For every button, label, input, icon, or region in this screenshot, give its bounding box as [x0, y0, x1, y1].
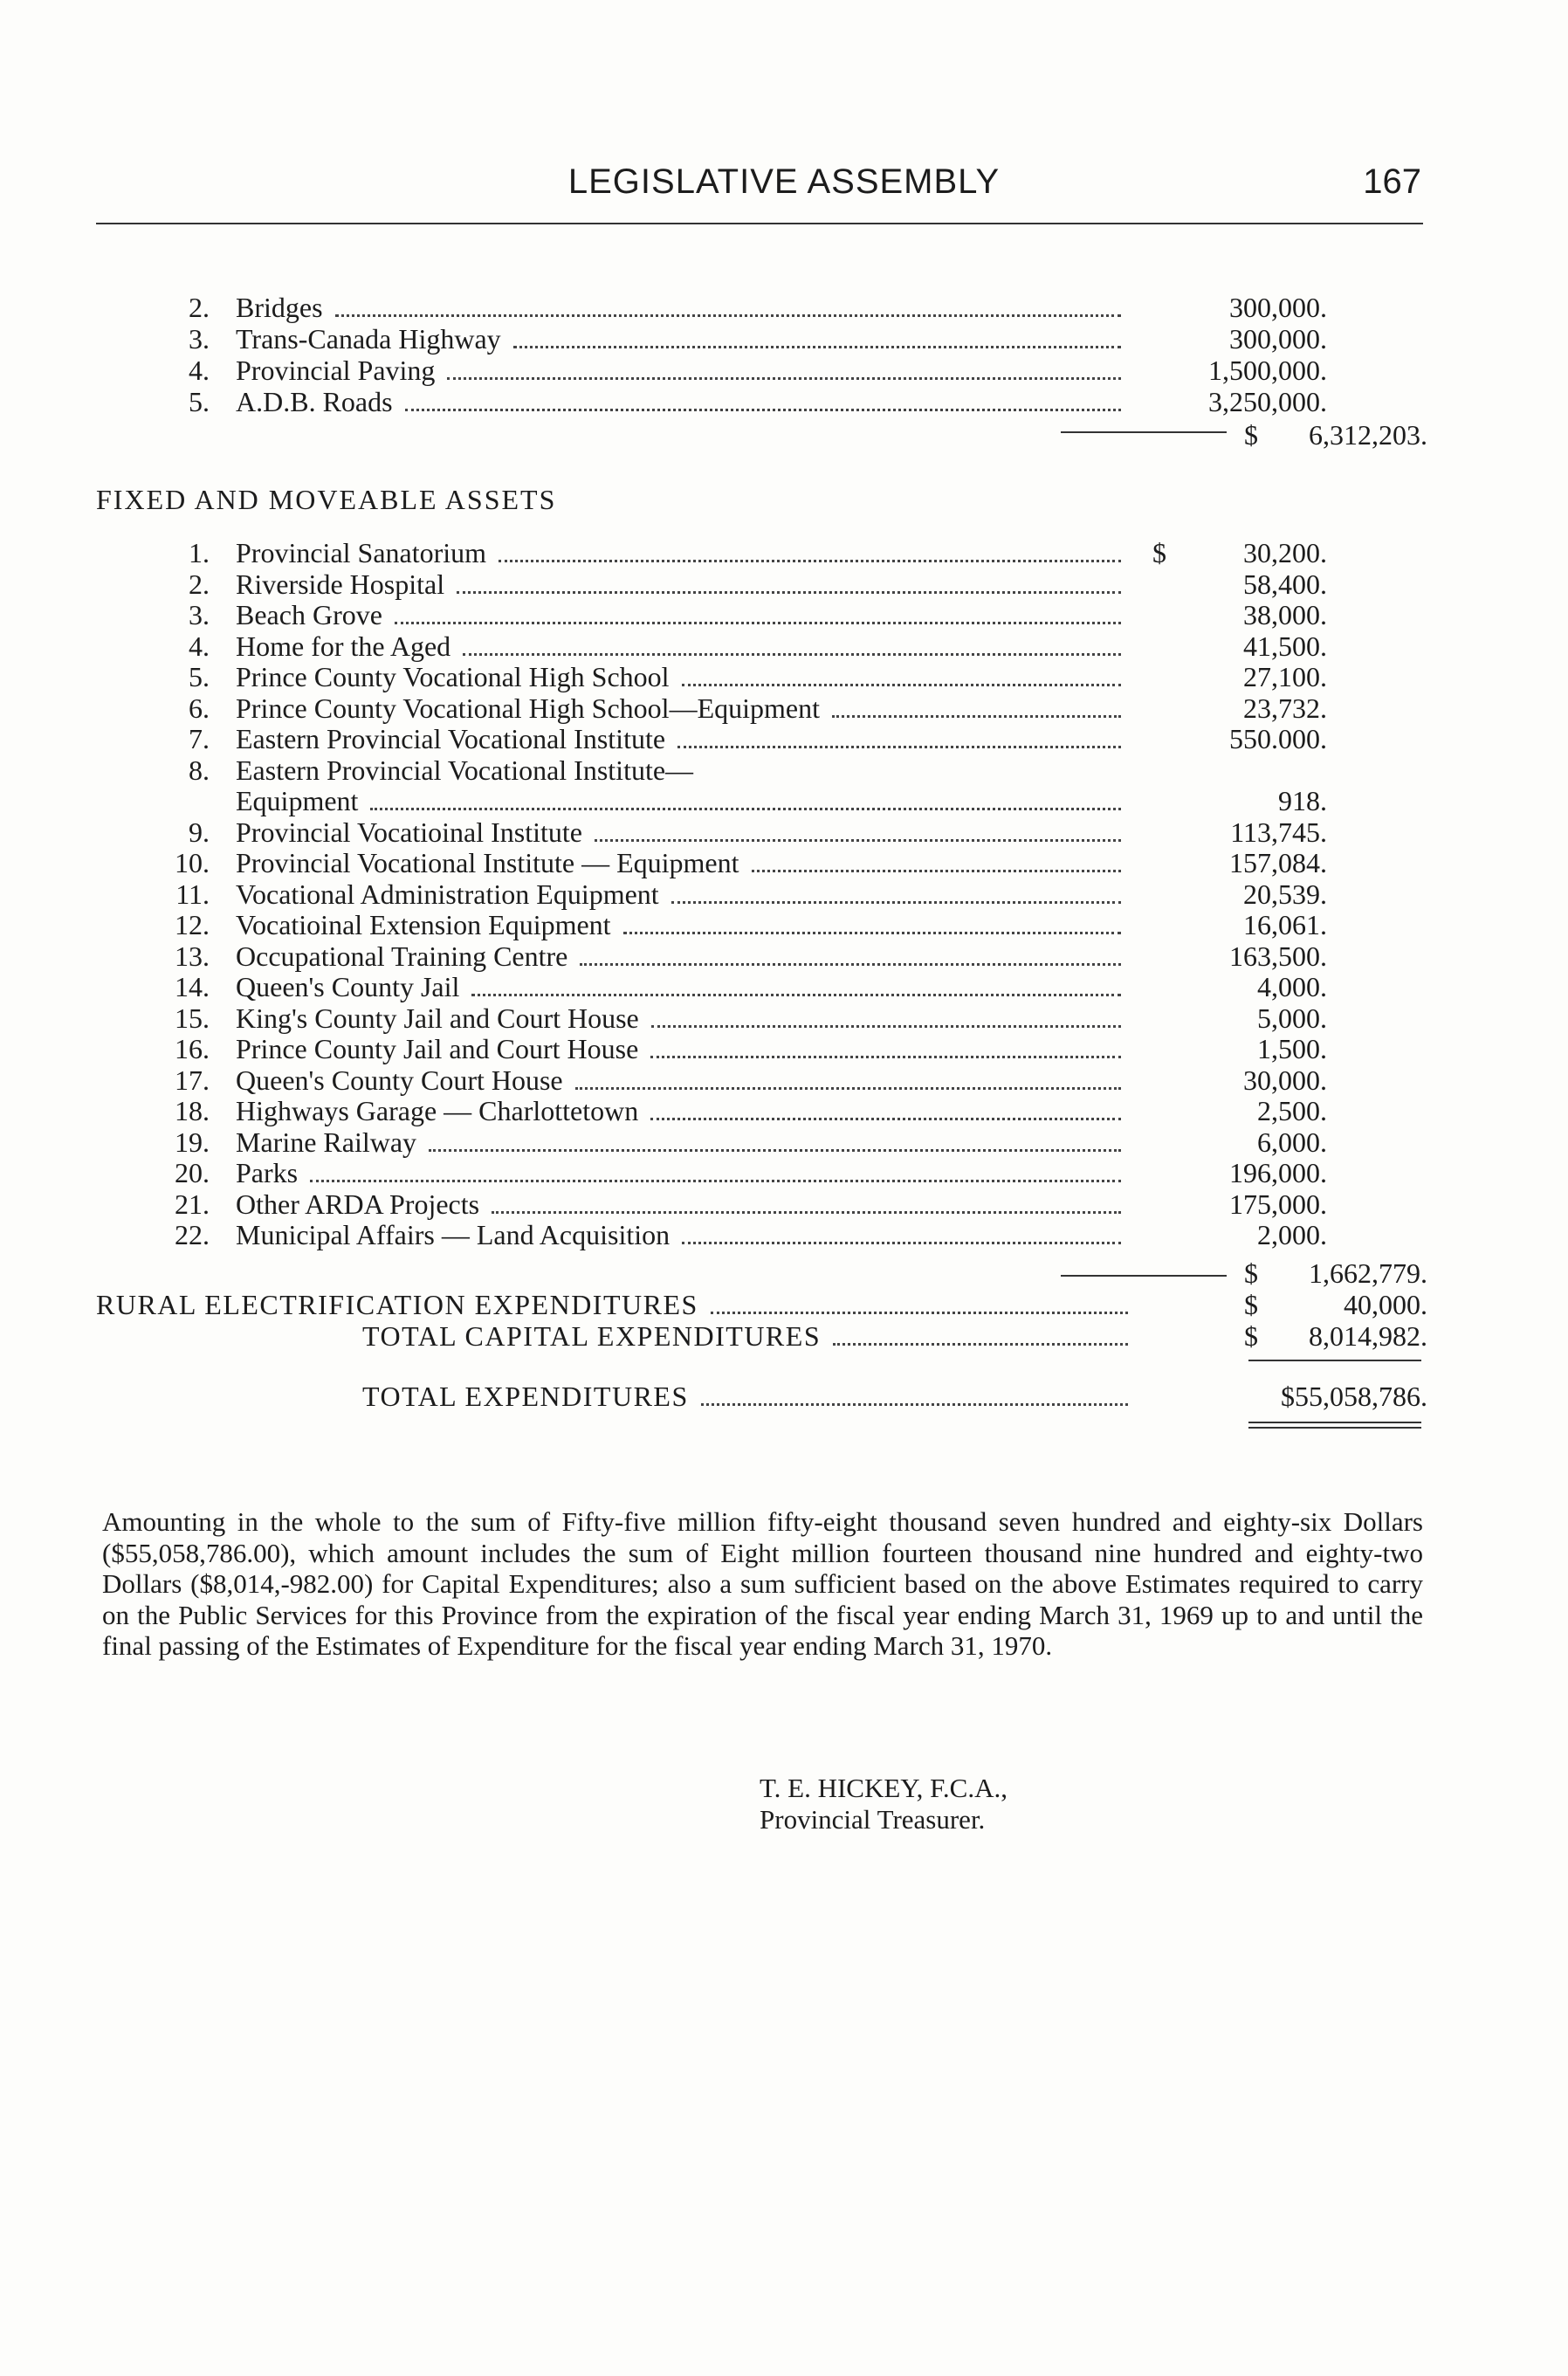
item-number: 2.	[189, 568, 210, 600]
dot-leader	[832, 714, 1121, 718]
item-amount: 2,500.	[1257, 1095, 1327, 1126]
list-item	[96, 1033, 1432, 1064]
total-expenditures-amount: $55,058,786.	[1281, 1381, 1427, 1412]
dot-leader	[580, 962, 1121, 966]
list-item	[96, 1095, 1432, 1126]
dot-leader	[405, 408, 1121, 411]
dot-leader	[335, 313, 1121, 317]
item-label-row	[236, 599, 1126, 630]
item-number: 5.	[189, 386, 210, 417]
item-label: Bridges	[236, 292, 323, 323]
item-amount: 5,000.	[1257, 1002, 1327, 1034]
header-rule	[96, 223, 1423, 224]
item-amount: 300,000.	[1229, 323, 1327, 355]
double-rule-bottom-2	[1248, 1427, 1421, 1429]
item-number: 2.	[189, 292, 210, 323]
dot-leader	[650, 1055, 1121, 1058]
item-label-row	[236, 909, 1126, 940]
total-expenditures-row	[96, 1381, 1432, 1412]
list-item	[96, 940, 1432, 972]
dot-leader	[595, 838, 1121, 842]
dot-leader	[499, 559, 1121, 562]
item-label: Municipal Affairs — Land Acquisition	[236, 1219, 671, 1250]
total-capital-label: TOTAL CAPITAL EXPENDITURES	[362, 1320, 822, 1352]
item-amount: 30,200.	[1243, 537, 1327, 568]
item-label: Trans-Canada Highway	[236, 323, 501, 355]
dot-leader	[701, 1402, 1128, 1406]
rural-amount: 40,000.	[1344, 1289, 1427, 1320]
item-amount: 2,000.	[1257, 1219, 1327, 1250]
item-label-continuation: Equipment	[236, 785, 359, 816]
list-item	[96, 1002, 1432, 1034]
item-number: 17.	[175, 1064, 210, 1096]
item-amount: 20,539.	[1243, 878, 1327, 910]
item-label-row	[236, 1033, 1126, 1064]
list-item	[96, 292, 1432, 323]
item-amount: 16,061.	[1243, 909, 1327, 940]
item-amount: 58,400.	[1243, 568, 1327, 600]
item-label-row	[236, 1126, 1126, 1158]
item-label-row	[236, 847, 1126, 878]
item-amount: 300,000.	[1229, 292, 1327, 323]
list-item	[96, 1219, 1432, 1250]
item-amount: 175,000.	[1229, 1188, 1327, 1220]
dot-leader	[429, 1148, 1121, 1152]
list-item	[96, 909, 1432, 940]
item-amount: 113,745.	[1230, 816, 1327, 848]
item-label: Provincial Paving	[236, 355, 436, 386]
item-label-row	[236, 630, 1126, 662]
item-label: Vocatioinal Extension Equipment	[236, 909, 611, 940]
rural-label: RURAL ELECTRIFICATION EXPENDITURES	[96, 1289, 698, 1320]
double-rule-bottom-1	[1248, 1422, 1421, 1423]
item-label: Eastern Provincial Vocational Institute	[236, 723, 666, 754]
item-number: 3.	[189, 599, 210, 630]
dot-leader	[447, 376, 1121, 380]
total-expenditures-label-row	[362, 1381, 1135, 1412]
item-label: Queen's County Jail	[236, 971, 460, 1002]
item-label: Queen's County Court House	[236, 1064, 563, 1096]
item-label-row	[236, 661, 1126, 692]
total-capital-label-row	[362, 1320, 1135, 1352]
item-label-row	[236, 940, 1126, 972]
item-label-row	[236, 816, 1126, 848]
list-item	[96, 537, 1432, 568]
item-label-row	[236, 785, 1126, 816]
item-label-row	[236, 292, 1126, 323]
list-item	[96, 661, 1432, 692]
item-amount: 38,000.	[1243, 599, 1327, 630]
item-amount: 6,000.	[1257, 1126, 1327, 1158]
dot-leader	[833, 1342, 1128, 1346]
page-header-title: LEGISLATIVE ASSEMBLY	[567, 162, 1001, 201]
currency-sign: $	[1244, 419, 1258, 451]
item-label-row	[236, 878, 1126, 910]
item-label-row	[236, 1095, 1126, 1126]
dot-leader	[513, 345, 1121, 348]
list-item	[96, 816, 1432, 848]
item-number: 12.	[175, 909, 210, 940]
item-label: Provincial Vocational Institute — Equipment	[236, 847, 739, 878]
list-item	[96, 847, 1432, 878]
item-number: 16.	[175, 1033, 210, 1064]
list-item	[96, 878, 1432, 910]
item-amount: 4,000.	[1257, 971, 1327, 1002]
signature-title: Provincial Treasurer.	[760, 1804, 986, 1835]
item-amount: 27,100.	[1243, 661, 1327, 692]
item-number: 14.	[175, 971, 210, 1002]
item-label-row	[236, 754, 1126, 786]
item-number: 19.	[175, 1126, 210, 1158]
list-item	[96, 1188, 1432, 1220]
item-number: 10.	[175, 847, 210, 878]
dot-leader	[682, 1241, 1121, 1244]
total-capital-row	[96, 1320, 1432, 1352]
list-item	[96, 723, 1432, 754]
total-expenditures-label: TOTAL EXPENDITURES	[362, 1381, 689, 1412]
currency-sign: $	[1244, 1289, 1258, 1320]
item-number: 20.	[175, 1157, 210, 1188]
item-label: Parks	[236, 1157, 299, 1188]
item-label-row	[236, 1002, 1126, 1034]
item-label: Occupational Training Centre	[236, 940, 568, 972]
signature-name: T. E. HICKEY, F.C.A.,	[760, 1773, 1008, 1803]
item-number: 22.	[175, 1219, 210, 1250]
item-label: Other ARDA Projects	[236, 1188, 480, 1220]
item-number: 3.	[189, 323, 210, 355]
item-number: 11.	[175, 878, 210, 910]
dot-leader	[711, 1311, 1128, 1314]
currency-sign: $	[1152, 537, 1166, 568]
item-number: 21.	[175, 1188, 210, 1220]
dot-leader	[370, 807, 1121, 810]
item-amount: 41,500.	[1243, 630, 1327, 662]
list-item	[96, 692, 1432, 724]
dot-leader	[492, 1210, 1121, 1214]
dot-leader	[310, 1179, 1121, 1182]
dot-leader	[650, 1117, 1121, 1120]
item-number: 8.	[189, 754, 210, 786]
item-label: Prince County Jail and Court House	[236, 1033, 639, 1064]
item-number: 4.	[189, 630, 210, 662]
item-amount: 23,732.	[1243, 692, 1327, 724]
top-total-row	[96, 419, 1432, 451]
item-number: 18.	[175, 1095, 210, 1126]
item-number: 15.	[175, 1002, 210, 1034]
fixed-assets-total-row	[96, 1257, 1432, 1289]
item-label: Vocational Administration Equipment	[236, 878, 659, 910]
rural-label-row	[96, 1289, 1135, 1320]
dot-leader	[752, 869, 1121, 872]
item-number: 1.	[189, 537, 210, 568]
list-item-continuation	[96, 785, 1432, 816]
rural-electrification-row	[96, 1289, 1432, 1320]
dot-leader	[395, 621, 1121, 624]
dot-leader	[471, 993, 1121, 996]
item-label: King's County Jail and Court House	[236, 1002, 639, 1034]
fixed-assets-total: 1,662,779.	[1309, 1257, 1427, 1289]
list-item	[96, 1126, 1432, 1158]
item-amount: 1,500,000.	[1208, 355, 1327, 386]
list-item	[96, 323, 1432, 355]
list-item	[96, 1064, 1432, 1096]
list-item	[96, 971, 1432, 1002]
item-label-row	[236, 692, 1126, 724]
list-item	[96, 386, 1432, 417]
dot-leader	[575, 1086, 1121, 1090]
item-amount: 3,250,000.	[1208, 386, 1327, 417]
list-item	[96, 355, 1432, 386]
item-amount: 550.000.	[1229, 723, 1327, 754]
item-amount: 918.	[1278, 785, 1327, 816]
list-item	[96, 1157, 1432, 1188]
dot-leader	[677, 745, 1121, 748]
item-label-row	[236, 323, 1126, 355]
item-amount: 30,000.	[1243, 1064, 1327, 1096]
item-label-row	[236, 1064, 1126, 1096]
item-number: 7.	[189, 723, 210, 754]
item-label: Beach Grove	[236, 599, 382, 630]
item-label: Provincial Vocatioinal Institute	[236, 816, 582, 848]
list-item	[96, 630, 1432, 662]
item-label: Provincial Sanatorium	[236, 537, 487, 568]
item-label-row	[236, 1188, 1126, 1220]
item-label: A.D.B. Roads	[236, 386, 393, 417]
item-label-row	[236, 1157, 1126, 1188]
item-label: Eastern Provincial Vocational Institute—	[236, 754, 694, 786]
item-label-row	[236, 537, 1126, 568]
item-number: 5.	[189, 661, 210, 692]
item-amount: 163,500.	[1229, 940, 1327, 972]
item-label-row	[236, 386, 1126, 417]
dot-leader	[457, 590, 1121, 594]
item-number: 9.	[189, 816, 210, 848]
currency-sign: $	[1244, 1320, 1258, 1352]
item-amount: 1,500.	[1257, 1033, 1327, 1064]
item-number: 4.	[189, 355, 210, 386]
total-capital-amount: 8,014,982.	[1309, 1320, 1427, 1352]
page-number: 167	[1363, 162, 1421, 201]
body-paragraph: Amounting in the whole to the sum of Fifty-five million fifty-eight thousand seven hundred and eighty-six Dollars ($55,058,786.00), which amount includes the sum of Eight million fourteen thousand nine hundred and eighty-two Dollars ($8,014,-982.00) for Capital Expenditures; also a sum sufficient based on the above Estimates required to carry on the Public Services for this Province from the expiration of the fiscal year ending March 31, 1969 up to and until the final passing of the Estimates of Expenditure for the fiscal year ending March 31, 1970.	[102, 1506, 1423, 1661]
double-rule-top	[1248, 1360, 1421, 1361]
item-label-row	[236, 568, 1126, 600]
section-heading: FIXED AND MOVEABLE ASSETS	[96, 484, 557, 515]
dot-leader	[682, 683, 1121, 686]
dot-leader	[651, 1024, 1121, 1028]
item-label: Riverside Hospital	[236, 568, 445, 600]
item-number: 6.	[189, 692, 210, 724]
dot-leader	[463, 652, 1121, 656]
item-label-row	[236, 723, 1126, 754]
item-label-row	[236, 1219, 1126, 1250]
dot-leader	[671, 900, 1121, 904]
item-label: Highways Garage — Charlottetown	[236, 1095, 639, 1126]
list-item	[96, 568, 1432, 600]
currency-sign: $	[1244, 1257, 1258, 1289]
item-label: Prince County Vocational High School	[236, 661, 670, 692]
top-total-amount: 6,312,203.	[1309, 419, 1427, 451]
item-label-row	[236, 971, 1126, 1002]
item-number: 13.	[175, 940, 210, 972]
dot-leader	[623, 931, 1121, 934]
item-amount: 196,000.	[1229, 1157, 1327, 1188]
item-label: Marine Railway	[236, 1126, 417, 1158]
item-label: Prince County Vocational High School—Equipment	[236, 692, 820, 724]
list-item	[96, 754, 1432, 786]
item-amount: 157,084.	[1229, 847, 1327, 878]
list-item	[96, 599, 1432, 630]
item-label: Home for the Aged	[236, 630, 451, 662]
item-label-row	[236, 355, 1126, 386]
